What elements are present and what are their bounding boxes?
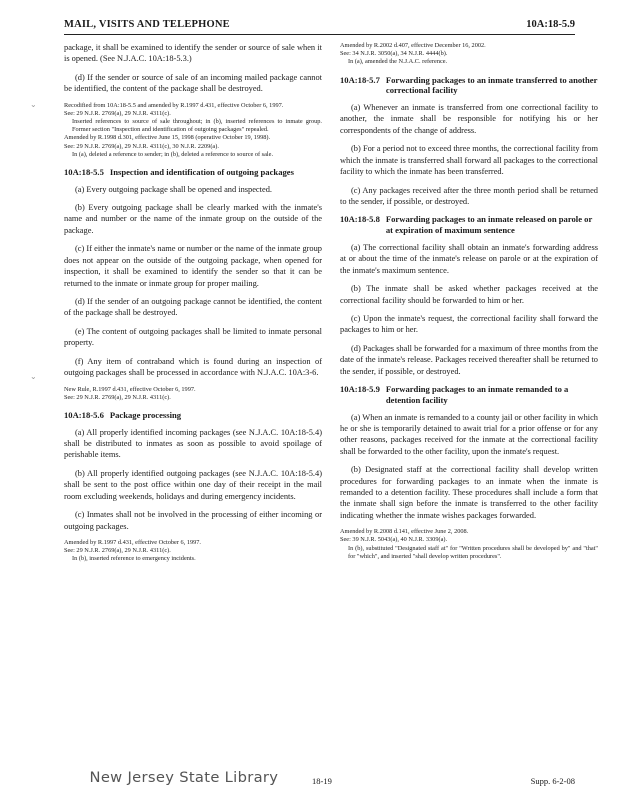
left-column [64, 42, 322, 572]
history-note [64, 102, 322, 159]
margin-mark: ⌄ [30, 100, 37, 109]
section-heading [340, 214, 598, 235]
paragraph: (d) If the sender of an outgoing package cannot be identified, the content of the package shall be destroyed. [64, 297, 322, 318]
history-line: In (b), substituted "Designated staff at" for "Written procedures shall be developed by" and "that" for "which", and inserted "shall develop written procedures". [348, 544, 598, 560]
history-line: Amended by R.1998 d.301, effective June 15, 1998 (operative October 19, 1998). [64, 134, 271, 142]
history-note [64, 386, 322, 402]
paragraph: (a) When an inmate is remanded to a county jail or other facility in which he or she is temporarily detained to await trial for a prior offense or for any other reasons, packages received for the inmate at the correctional facility shall be forwarded to the other facility, upon the inmate's request. [340, 412, 598, 456]
paragraph: (d) Packages shall be forwarded for a maximum of three months from the date of the inmate's release. Packages received thereafter shall be returned to the sender, if possible, or destroyed. [340, 343, 598, 376]
paragraph: (a) Whenever an inmate is transferred from one correctional facility to another, the inmate shall be responsible for notifying his or her correspondents of the change of address. [340, 102, 598, 135]
paragraph: (c) Inmates shall not be involved in the processing of either incoming or outgoing packages. [64, 510, 322, 531]
history-line: See: 29 N.J.R. 2769(a), 29 N.J.R. 4311(c), 30 N.J.R. 2209(a). [64, 142, 219, 150]
paragraph: (b) For a period not to exceed three months, the correctional facility from which the inmate is transferred shall forward all packages to the correctional facility to which the inmate has been transferred. [340, 144, 598, 177]
section-number: 10A:18-5.5 [64, 166, 104, 177]
page-number: 18-19 [312, 776, 332, 786]
history-line: See: 29 N.J.R. 2769(a), 29 N.J.R. 4311(c). [64, 547, 171, 555]
section-heading [64, 167, 322, 178]
section-title: Forwarding packages to an inmate released on parole or at expiration of maximum sentence [385, 214, 593, 236]
header-chapter-title: MAIL, VISITS AND TELEPHONE [64, 19, 230, 30]
paragraph: (a) All properly identified incoming packages (see N.J.A.C. 10A:18-5.4) shall be distributed to inmates as soon as possible to avoid spoilage of perishable items. [64, 427, 322, 460]
paragraph: (f) Any item of contraband which is found during an inspection of outgoing packages shall be processed in accordance with N.J.A.C. 10A:3-6. [64, 356, 322, 378]
history-line: See: 29 N.J.R. 2769(a), 29 N.J.R. 4311(c). [64, 393, 171, 401]
history-note [64, 539, 322, 564]
supplement-date: Supp. 6-2-08 [530, 776, 575, 786]
paragraph: (c) If either the inmate's name or number or the name of the inmate group does not appear on the outside of the outgoing package, when opened for inspection, it shall be examined to identify the sender so that it can be returned to the inmate or inmate group for proper mailing. [64, 244, 322, 288]
running-header [64, 16, 575, 35]
section-number: 10A:18-5.7 [340, 74, 380, 85]
history-line: In (a), amended the N.J.A.C. reference. [348, 58, 448, 66]
paragraph: (a) The correctional facility shall obtain an inmate's forwarding address at or about the time of the inmate's release on parole or at the expiration of the inmate's maximum sentence. [340, 242, 598, 275]
section-heading [340, 384, 598, 405]
history-line: Amended by R.1997 d.431, effective October 6, 1997. [64, 538, 201, 546]
paragraph: (b) Designated staff at the correctional facility shall develop written procedures for forwarding packages to an inmate when the inmate is remanded to a detention facility. These procedures shall include a form that the inmate shall sign before the inmate is transferred to the other facility indicating whether the inmate wishes packages forwarded. [340, 465, 598, 520]
history-line: Recodified from 10A:18-5.5 and amended by R.1997 d.431, effective October 6, 1997. [64, 101, 284, 109]
history-line: In (b), inserted reference to emergency incidents. [72, 555, 196, 563]
paragraph: (b) Every outgoing package shall be clearly marked with the inmate's name and number or the name of the inmate group on the outside of the package. [64, 203, 322, 235]
paragraph: (b) All properly identified outgoing packages (see N.J.A.C. 10A:18-5.4) shall be sent to the post office within one day of their receipt in the mail room excluding weekends, holidays and during emergency incidents. [64, 468, 322, 501]
section-title: Inspection and identification of outgoing packages [109, 166, 294, 177]
paragraph: (e) The content of outgoing packages shall be limited to inmate personal property. [64, 326, 322, 348]
history-line: New Rule, R.1997 d.431, effective October 6, 1997. [64, 385, 196, 393]
history-note [340, 42, 598, 67]
paragraph: (b) The inmate shall be asked whether packages received at the correctional facility should be forwarded to him or her. [340, 284, 598, 305]
history-line: See: 39 N.J.R. 5043(a), 40 N.J.R. 3309(a). [340, 536, 448, 544]
paragraph: (a) Every outgoing package shall be opened and inspected. [75, 184, 272, 194]
right-column [340, 42, 598, 569]
section-heading [340, 75, 598, 96]
history-note [340, 528, 598, 561]
history-line: Amended by R.2002 d.407, effective December 16, 2002. [340, 42, 486, 49]
section-number: 10A:18-5.6 [64, 409, 104, 420]
history-line: Inserted references to source of sale throughout; in (b), inserted references to inmate group. Former section "Inspection and identification of outgoing packages" repealed. [72, 118, 322, 134]
history-line: See: 34 N.J.R. 3050(a), 34 N.J.R. 4444(b). [340, 50, 448, 58]
paragraph: (d) If the sender or source of sale of an incoming mailed package cannot be identified, the content of the package shall be destroyed. [64, 72, 322, 94]
paragraph: package, it shall be examined to identify the sender or source of sale when it is opened. (See N.J.A.C. 10A:18-5.3.) [64, 43, 322, 64]
section-number: 10A:18-5.9 [340, 384, 380, 395]
margin-mark: ⌄ [30, 372, 37, 381]
page-footer [64, 770, 575, 796]
section-heading [64, 410, 322, 421]
library-watermark-logo: New Jersey State Library [89, 770, 279, 786]
history-line: See: 29 N.J.R. 2769(a), 29 N.J.R. 4311(c). [64, 109, 171, 117]
section-title: Package processing [109, 409, 182, 420]
section-title: Forwarding packages to an inmate transferred to another correctional facility [385, 74, 598, 96]
paragraph: (c) Any packages received after the three month period shall be returned to the sender, if possible, or destroyed. [340, 185, 598, 206]
history-line: In (a), deleted a reference to sender; in (b), deleted a reference to source of sale. [72, 150, 274, 158]
history-line: Amended by R.2008 d.141, effective June 2, 2008. [340, 528, 469, 536]
header-section-number: 10A:18-5.9 [526, 19, 575, 30]
paragraph: (c) Upon the inmate's request, the correctional facility shall forward the packages to him or her. [340, 313, 598, 335]
section-number: 10A:18-5.8 [340, 214, 380, 225]
section-title: Forwarding packages to an inmate remanded to a detention facility [385, 384, 569, 405]
